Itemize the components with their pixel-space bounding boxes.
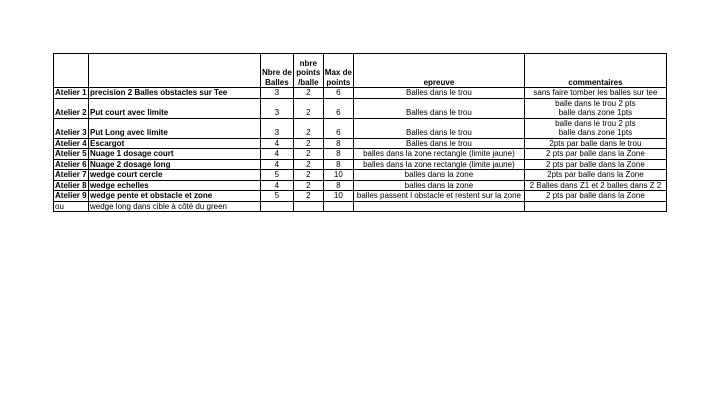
max-points-cell: 8: [323, 180, 353, 191]
header-max-points: [323, 54, 353, 88]
points-cell: 2: [293, 98, 323, 118]
commentaire-line: balle dans zone 1pts: [558, 128, 633, 137]
points-cell: 2: [293, 118, 323, 138]
commentaires-cell: [524, 201, 666, 212]
table-row: [54, 149, 667, 160]
table-row: [54, 88, 667, 99]
commentaires-cell: [524, 170, 666, 181]
commentaire-line: 2pts par balle dans la Zone: [547, 170, 644, 179]
header-max-points-line1: Max de: [324, 68, 352, 77]
balles-cell: 5: [261, 191, 294, 202]
balles-cell: 3: [261, 88, 294, 99]
points-cell: 2: [293, 191, 323, 202]
atelier-cell: Atelier 5: [55, 149, 87, 158]
epreuve-cell: balles dans la zone rectangle (limite jaune): [353, 149, 524, 160]
header-nbre-points-line3: /balle: [298, 77, 319, 87]
commentaire-line: balle dans le trou 2 pts: [555, 118, 636, 128]
table-row: [54, 180, 667, 191]
header-commentaires: commentaires: [524, 54, 666, 88]
header-atelier: [54, 54, 89, 88]
atelier-table: [53, 53, 667, 212]
epreuve-cell: balles passent l obstacle et restent sur la zone: [353, 191, 524, 202]
epreuve-cell: [353, 201, 524, 212]
atelier-name-cell: Put Long avec limite: [89, 118, 261, 138]
commentaires-cell: [524, 149, 666, 160]
commentaire-line: sans faire tomber les balles sur tee: [533, 88, 658, 97]
atelier-cell: Atelier 3: [54, 118, 89, 138]
points-cell: 2: [293, 138, 323, 149]
max-points-cell: 10: [323, 191, 353, 202]
commentaire-line: balle dans le trou 2 pts: [555, 98, 636, 108]
balles-cell: [261, 201, 294, 212]
commentaires-cell: [524, 180, 666, 191]
commentaires-cell: [524, 98, 666, 118]
atelier-cell: Atelier 7: [55, 170, 87, 179]
balles-cell: 3: [261, 118, 294, 138]
epreuve-cell: Balles dans le trou: [353, 138, 524, 149]
max-points-cell: 6: [323, 118, 353, 138]
header-nbre-points: [293, 54, 323, 88]
commentaire-line: 2pts par balle dans le trou: [549, 138, 642, 148]
atelier-name-cell: Nuage 2 dosage long: [89, 159, 261, 170]
header-max-points-line2: points: [326, 77, 351, 87]
atelier-name-cell: Escargot: [89, 138, 261, 149]
atelier-name-cell: Nuage 1 dosage court: [89, 149, 261, 160]
atelier-name-cell: wedge pente et obstacle et zone: [89, 191, 261, 202]
header-nbre-balles: [261, 54, 294, 88]
header-nbre-balles-line2: Balles: [265, 77, 289, 87]
commentaires-cell: [524, 138, 666, 149]
epreuve-cell: balles dans la zone: [353, 170, 524, 181]
atelier-cell: Atelier 6: [55, 159, 87, 169]
points-cell: 2: [293, 180, 323, 191]
header-row: [54, 54, 667, 88]
commentaires-cell: [524, 118, 666, 138]
balles-cell: 4: [261, 180, 294, 191]
epreuve-cell: Balles dans le trou: [353, 88, 524, 99]
max-points-cell: 6: [323, 98, 353, 118]
max-points-cell: 6: [323, 88, 353, 99]
header-nbre-balles-line1: Nbre de: [262, 68, 292, 77]
table-row: [54, 118, 667, 138]
points-cell: [293, 201, 323, 212]
max-points-cell: 8: [323, 149, 353, 160]
commentaire-line: 2 pts par balle dans la Zone: [546, 191, 645, 200]
atelier-name-cell: precision 2 Balles obstacles sur Tee: [89, 88, 261, 99]
atelier-cell: Atelier 2: [54, 98, 89, 118]
epreuve-cell: balles dans la zone rectangle (limite jaune): [353, 159, 524, 170]
header-name: [89, 54, 261, 88]
atelier-cell: Atelier 9: [55, 191, 87, 200]
table-row: [54, 159, 667, 170]
header-epreuve: epreuve: [353, 54, 524, 88]
header-nbre-points-line1: nbre: [299, 58, 317, 68]
table-row: [54, 201, 667, 212]
points-cell: 2: [293, 170, 323, 181]
header-nbre-points-line2: points: [296, 68, 321, 77]
atelier-name-cell: wedge long dans cible à côté du green: [89, 201, 261, 212]
max-points-cell: [323, 201, 353, 212]
atelier-name-cell: Put court avec limite: [89, 98, 261, 118]
points-cell: 2: [293, 159, 323, 170]
commentaire-line: 2 pts par balle dans la Zone: [546, 149, 645, 158]
commentaires-cell: [524, 88, 666, 99]
table-row: [54, 138, 667, 149]
atelier-cell: Atelier 4: [55, 138, 87, 148]
atelier-name-cell: wedge echelles: [89, 180, 261, 191]
epreuve-cell: balles dans la zone: [353, 180, 524, 191]
atelier-cell: Atelier 1: [55, 88, 87, 97]
commentaires-cell: [524, 191, 666, 202]
table-row: [54, 170, 667, 181]
points-cell: 2: [293, 88, 323, 99]
table-row: [54, 98, 667, 118]
balles-cell: 3: [261, 98, 294, 118]
balles-cell: 5: [261, 170, 294, 181]
balles-cell: 4: [261, 149, 294, 160]
atelier-cell: Atelier 8: [55, 180, 87, 190]
balles-cell: 4: [261, 159, 294, 170]
table-row: [54, 191, 667, 202]
atelier-cell: ou: [54, 201, 89, 212]
commentaire-line: balle dans zone 1pts: [558, 108, 633, 117]
balles-cell: 4: [261, 138, 294, 149]
commentaire-line: 2 Balles dans Z1 et 2 balles dans Z 2: [529, 180, 662, 190]
max-points-cell: 8: [323, 138, 353, 149]
epreuve-cell: Balles dans le trou: [353, 118, 524, 138]
epreuve-cell: Balles dans le trou: [353, 98, 524, 118]
commentaires-cell: [524, 159, 666, 170]
max-points-cell: 8: [323, 159, 353, 170]
commentaire-line: 2 pts par balle dans la Zone: [546, 159, 645, 169]
points-cell: 2: [293, 149, 323, 160]
atelier-name-cell: wedge court cercle: [89, 170, 261, 181]
max-points-cell: 10: [323, 170, 353, 181]
